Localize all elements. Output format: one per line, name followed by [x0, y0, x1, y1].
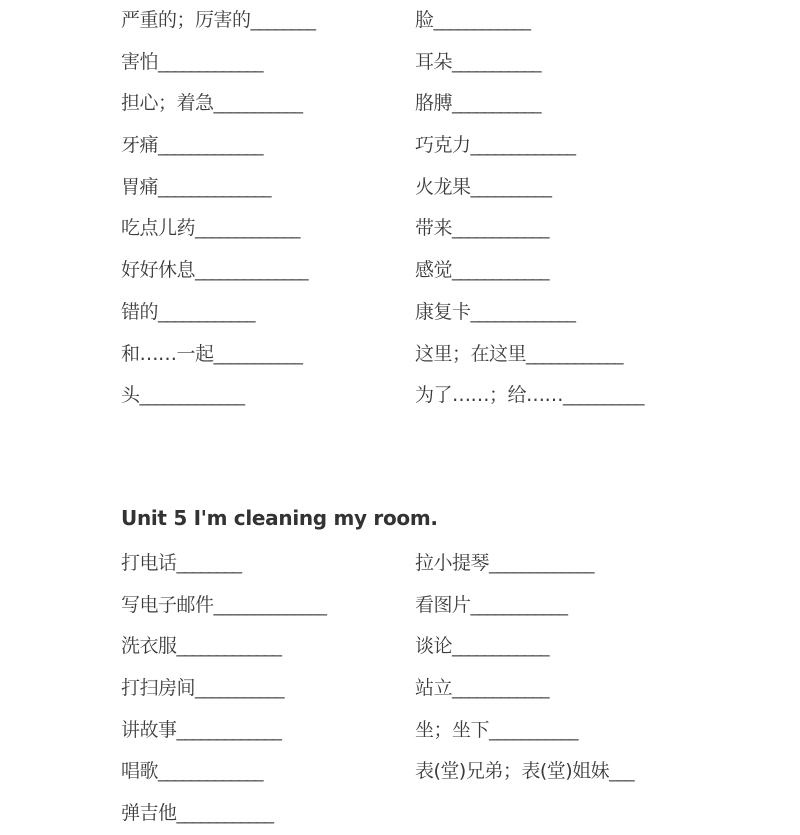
- vocab-item: [415, 668, 715, 710]
- vocab-item: [415, 375, 715, 417]
- vocab-label: 胃痛: [121, 175, 159, 198]
- vocab-label: 头: [121, 384, 140, 407]
- answer-blank[interactable]: ______________: [158, 175, 271, 198]
- vocab-label: 感觉: [415, 259, 453, 282]
- vocab-item: [415, 710, 715, 752]
- answer-blank[interactable]: ___________: [452, 50, 541, 73]
- answer-blank[interactable]: ____________: [452, 217, 549, 240]
- vocab-item: [121, 793, 415, 835]
- vocab-item: [415, 0, 715, 42]
- vocab-label: 火龙果: [415, 175, 471, 198]
- answer-blank[interactable]: _____________: [158, 760, 263, 783]
- vocab-item: [121, 83, 415, 125]
- vocab-label: 好好休息: [121, 259, 196, 282]
- vocab-label: 讲故事: [121, 718, 177, 741]
- vocab-item: [415, 125, 715, 167]
- answer-blank[interactable]: _____________: [195, 217, 300, 240]
- answer-blank[interactable]: ____________: [452, 259, 549, 282]
- vocab-label: 看图片: [415, 593, 471, 616]
- answer-blank[interactable]: ____________: [452, 677, 549, 700]
- vocab-item: [415, 167, 715, 209]
- vocab-item: [121, 334, 415, 376]
- answer-blank[interactable]: ____________: [433, 9, 530, 31]
- vocab-item: [121, 710, 415, 752]
- answer-blank[interactable]: ______________: [213, 593, 326, 616]
- vocab-item: [121, 375, 415, 417]
- vocab-item: [415, 626, 715, 668]
- vocab-label: 胳膊: [415, 92, 453, 115]
- answer-blank[interactable]: ___________: [213, 342, 302, 365]
- vocab-label: 坐；坐下: [415, 718, 490, 741]
- vocab-label: 错的: [121, 300, 159, 323]
- vocab-label: 吃点儿药: [121, 217, 196, 240]
- vocab-label: 打扫房间: [121, 677, 196, 700]
- vocab-label: 耳朵: [415, 50, 453, 73]
- answer-blank[interactable]: ____________: [452, 635, 549, 658]
- vocab-label: 表(堂)兄弟；表(堂)姐妹: [415, 760, 610, 783]
- vocab-item: [121, 167, 415, 209]
- answer-blank[interactable]: ____________: [470, 593, 567, 616]
- vocab-item: [121, 626, 415, 668]
- vocab-label: 写电子邮件: [121, 593, 214, 616]
- answer-blank[interactable]: _____________: [158, 134, 263, 157]
- vocab-label: 带来: [415, 217, 453, 240]
- vocab-label: 康复卡: [415, 300, 471, 323]
- vocab-item: [121, 42, 415, 84]
- vocab-label: 拉小提琴: [415, 552, 490, 574]
- answer-blank[interactable]: ___________: [452, 92, 541, 115]
- vocab-item: [121, 751, 415, 793]
- vocab-item: [121, 250, 415, 292]
- vocab-label: 弹吉他: [121, 802, 177, 825]
- vocab-label: 谈论: [415, 635, 453, 658]
- vocab-label: 严重的；厉害的: [121, 9, 251, 31]
- vocab-label: 担心；着急: [121, 92, 214, 115]
- vocab-item: [121, 668, 415, 710]
- vocab-label: 脸: [415, 9, 434, 31]
- answer-blank[interactable]: __________: [563, 384, 644, 407]
- vocab-item: [415, 250, 715, 292]
- vocabulary-list-unit4: [121, 0, 721, 417]
- vocab-label: 为了……；给……: [415, 384, 564, 407]
- vocab-item: [415, 42, 715, 84]
- answer-blank[interactable]: _____________: [176, 718, 281, 741]
- vocab-label: 洗衣服: [121, 635, 177, 658]
- vocab-item: [121, 585, 415, 627]
- answer-blank[interactable]: _____________: [470, 300, 575, 323]
- vocab-item: [415, 83, 715, 125]
- vocab-item: [415, 208, 715, 250]
- vocab-item: [121, 543, 415, 585]
- vocab-label: 这里；在这里: [415, 342, 527, 365]
- answer-blank[interactable]: ______________: [195, 259, 308, 282]
- vocab-item: [415, 585, 715, 627]
- vocab-item: [121, 0, 415, 42]
- answer-blank[interactable]: ____________: [176, 802, 273, 825]
- vocab-label: 打电话: [121, 552, 177, 574]
- answer-blank[interactable]: __________: [470, 175, 551, 198]
- vocab-item: [415, 292, 715, 334]
- vocab-item: [415, 334, 715, 376]
- answer-blank[interactable]: ____________: [526, 342, 623, 365]
- answer-blank[interactable]: _____________: [158, 50, 263, 73]
- answer-blank[interactable]: ________: [250, 9, 315, 31]
- vocab-label: 牙痛: [121, 134, 159, 157]
- answer-blank[interactable]: ___________: [213, 92, 302, 115]
- answer-blank[interactable]: _____________: [139, 384, 244, 407]
- vocab-label: 巧克力: [415, 134, 471, 157]
- answer-blank[interactable]: ___: [609, 760, 634, 783]
- answer-blank[interactable]: _____________: [489, 552, 594, 574]
- vocab-label: 唱歌: [121, 760, 159, 783]
- answer-blank[interactable]: ___________: [195, 677, 284, 700]
- vocab-label: 站立: [415, 677, 453, 700]
- answer-blank[interactable]: ________: [176, 552, 241, 574]
- vocab-label: 和……一起: [121, 342, 214, 365]
- answer-blank[interactable]: ___________: [489, 718, 578, 741]
- vocabulary-list-unit5: [121, 543, 721, 835]
- vocab-item: [121, 208, 415, 250]
- answer-blank[interactable]: _____________: [470, 134, 575, 157]
- vocab-item: [121, 125, 415, 167]
- vocab-label: 害怕: [121, 50, 159, 73]
- answer-blank[interactable]: _____________: [176, 635, 281, 658]
- vocab-item: [121, 292, 415, 334]
- vocab-item: [415, 543, 715, 585]
- unit5-heading: Unit 5 I'm cleaning my room.: [121, 506, 438, 530]
- vocab-item: [415, 751, 715, 793]
- answer-blank[interactable]: ____________: [158, 300, 255, 323]
